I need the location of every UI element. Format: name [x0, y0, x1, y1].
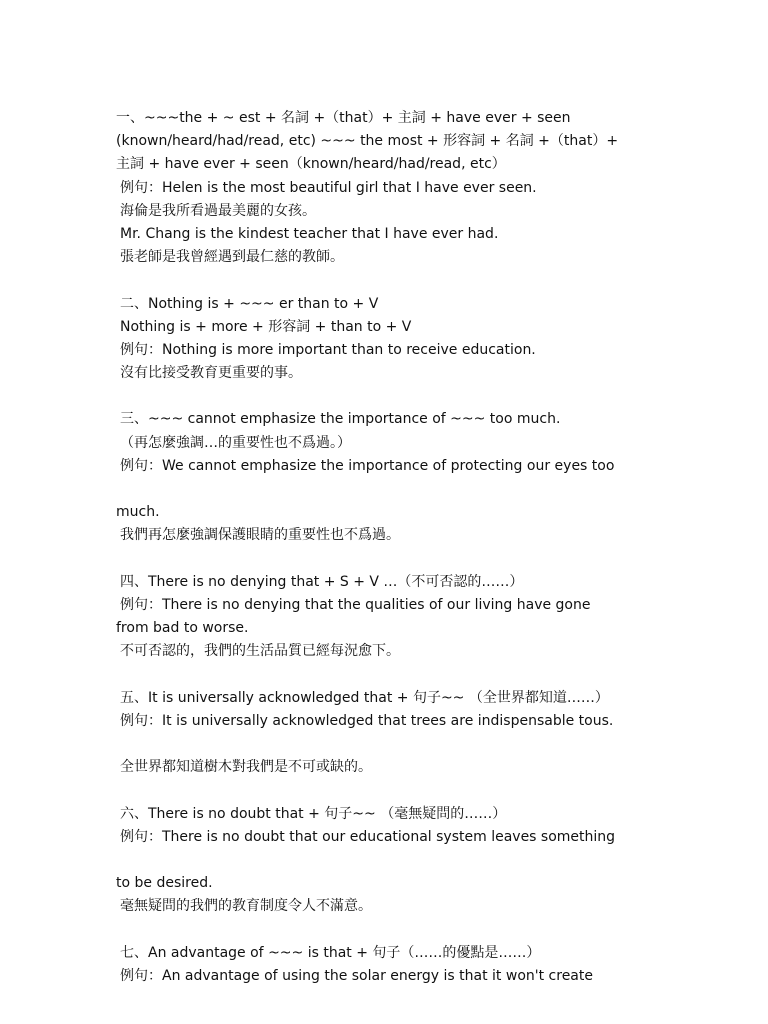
spacer — [116, 919, 656, 942]
section-6-heading: 六、There is no doubt that + 句子~~ （毫無疑問的……） — [120, 805, 507, 822]
section-1-heading-line-1: 一、~~~the + ~ est + 名詞 +（that）+ 主詞 + have ever + seen — [116, 110, 571, 126]
spacer — [116, 385, 656, 408]
section-3-example-continued: much. — [116, 504, 160, 521]
section-1-translation-2: 張老師是我曾經遇到最仁慈的教師。 — [120, 249, 344, 266]
section-6-translation: 毫無疑問的我們的教育制度令人不滿意。 — [120, 898, 372, 915]
spacer — [116, 733, 656, 756]
section-1-heading-line-3: 主詞 + have ever + seen（known/heard/had/read, etc） — [116, 156, 506, 173]
section-3-heading: 三、~~~ cannot emphasize the importance of ~~~ too much. — [120, 411, 561, 428]
section-6-example-continued: to be desired. — [116, 875, 213, 892]
section-2-translation: 沒有比接受教育更重要的事。 — [120, 365, 302, 382]
section-5-translation: 全世界都知道樹木對我們是不可或缺的。 — [120, 759, 372, 776]
section-5-heading: 五、It is universally acknowledged that + 句子~~ （全世界都知道……） — [120, 689, 609, 706]
spacer — [116, 478, 656, 501]
section-4-example: 例句：There is no denying that the qualities of our living have gone — [120, 596, 591, 613]
section-3-example: 例句：We cannot emphasize the importance of protecting our eyes too — [120, 457, 615, 474]
spacer — [116, 779, 656, 802]
section-1-translation-1: 海倫是我所看過最美麗的女孩。 — [120, 202, 316, 219]
section-4-heading: 四、There is no denying that + S + V …（不可否認的……） — [120, 573, 524, 590]
spacer — [116, 664, 656, 687]
section-1-heading-line-2: (known/heard/had/read, etc) ~~~ the most + 形容詞 + 名詞 +（that）+ — [116, 133, 619, 150]
section-1-example-1: 例句：Helen is the most beautiful girl that I have ever seen. — [120, 179, 537, 196]
section-3-translation: 我們再怎麼強調保護眼睛的重要性也不爲過。 — [120, 527, 400, 544]
section-7-heading: 七、An advantage of ~~~ is that + 句子（……的優點是……） — [120, 944, 541, 961]
section-5-example: 例句：It is universally acknowledged that trees are indispensable tous. — [120, 712, 614, 729]
spacer — [116, 849, 656, 872]
section-2-heading: 二、Nothing is + ~~~ er than to + V — [120, 295, 379, 312]
section-4-example-continued: from bad to worse. — [116, 620, 249, 637]
section-1-example-2: Mr. Chang is the kindest teacher that I have ever had. — [120, 225, 499, 242]
section-2-pattern: Nothing is + more + 形容詞 + than to + V — [120, 318, 412, 335]
spacer — [116, 269, 656, 292]
document-body — [116, 107, 656, 988]
section-3-gloss: （再怎麼強調…的重要性也不爲過。） — [120, 434, 351, 451]
section-7-example: 例句：An advantage of using the solar energy is that it won't create — [120, 967, 593, 984]
section-6-example: 例句：There is no doubt that our educational system leaves something — [120, 828, 616, 845]
section-4-translation: 不可否認的，我們的生活品質已經每況愈下。 — [120, 643, 400, 660]
spacer — [116, 548, 656, 571]
section-2-example: 例句：Nothing is more important than to receive education. — [120, 341, 536, 358]
